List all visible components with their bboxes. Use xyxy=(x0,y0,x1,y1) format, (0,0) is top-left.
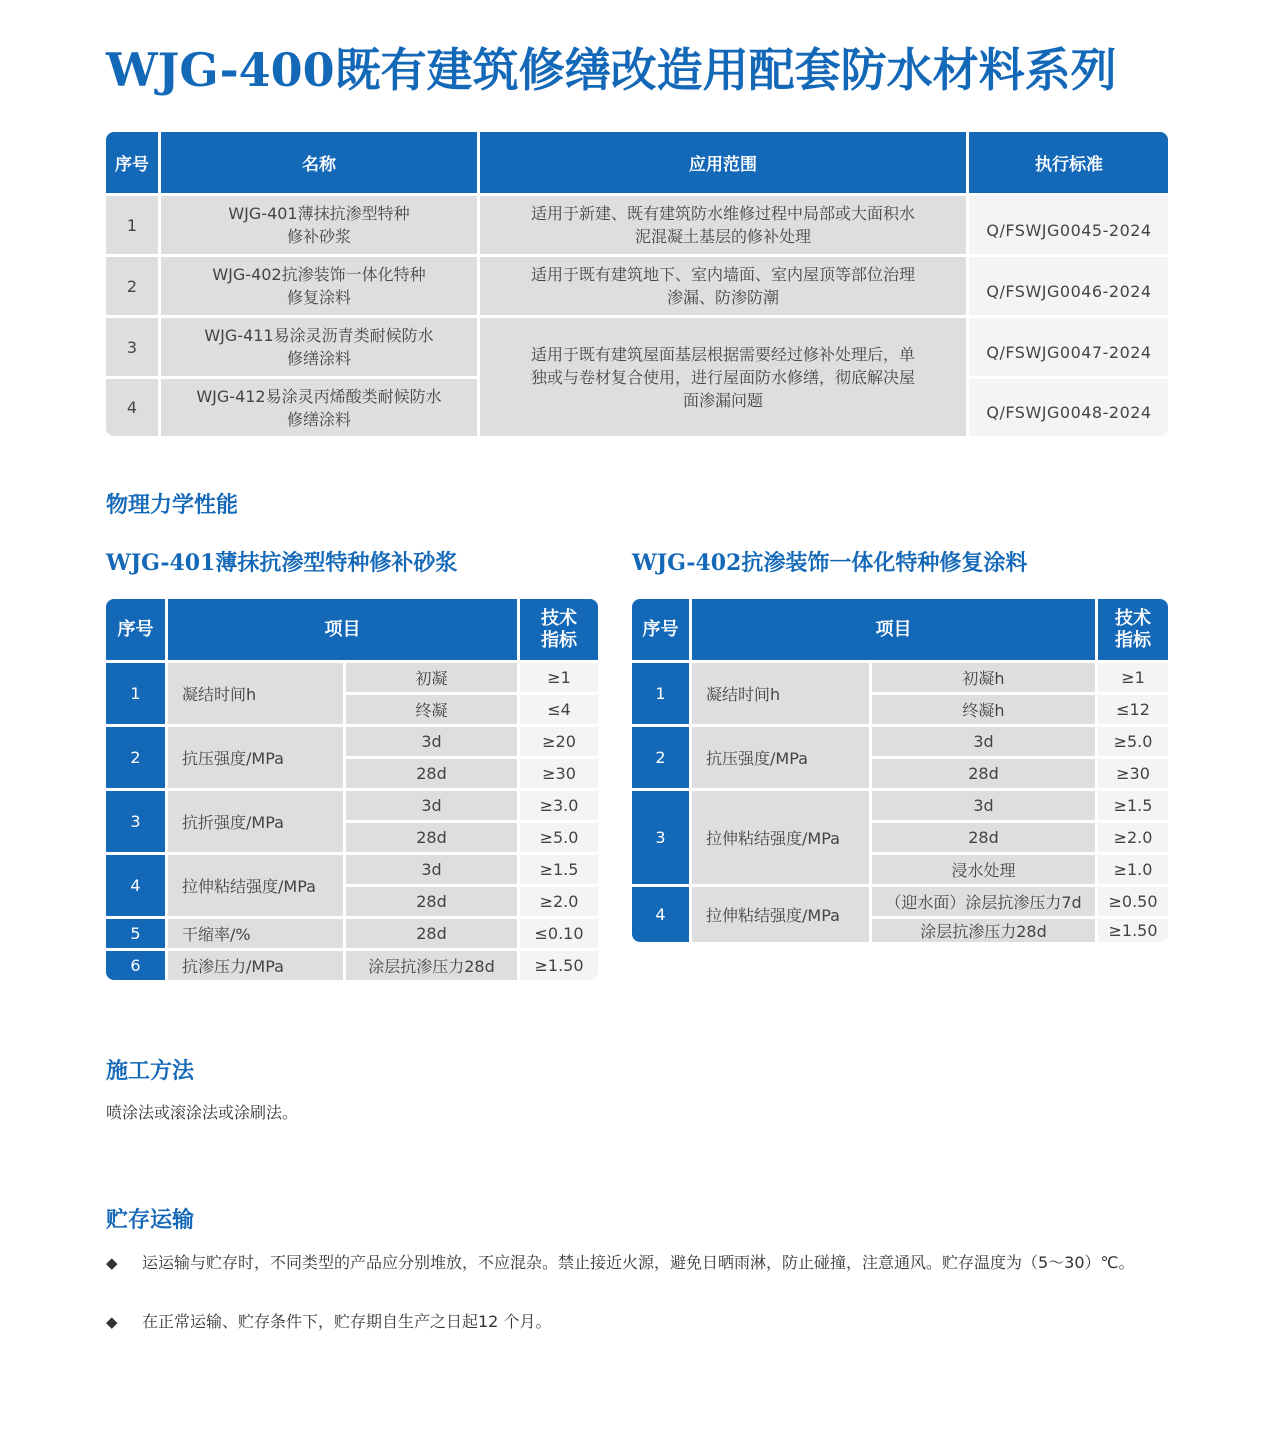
row-4-name: WJG-412易涂灵丙烯酸类耐候防水 修缮涂料 xyxy=(161,379,477,436)
row-4-no: 4 xyxy=(106,379,158,436)
spec-402-condition-cell: 3d xyxy=(872,727,1095,756)
spec-402-header-index: 技术 指标 xyxy=(1098,599,1168,660)
spec-401-header-no: 序号 xyxy=(106,599,165,660)
row-3-standard: Q/FSWJG0047-2024 xyxy=(969,318,1168,376)
spec-401-condition-cell: 3d xyxy=(346,791,517,820)
spec-402-condition-cell: 28d xyxy=(872,823,1095,852)
spec-401-value-cell: ≥1.5 xyxy=(520,855,598,884)
spec-401-value-cell: ≤4 xyxy=(520,695,598,724)
spec-402-group-1-item: 凝结时间h xyxy=(692,663,869,724)
row-1-scope: 适用于新建、既有建筑防水维修过程中局部或大面积水 泥混凝土基层的修补处理 xyxy=(480,196,966,254)
spec-401-condition-cell: 涂层抗渗压力28d xyxy=(346,951,517,980)
spec-401-condition-cell: 终凝 xyxy=(346,695,517,724)
row-1-name: WJG-401薄抹抗渗型特种 修补砂浆 xyxy=(161,196,477,254)
spec-401-group-1-item: 凝结时间h xyxy=(168,663,343,724)
spec-402-condition-cell: 终凝h xyxy=(872,695,1095,724)
spec-402-value-cell: ≥0.50 xyxy=(1098,887,1168,916)
spec-401-value-cell: ≥1 xyxy=(520,663,598,692)
spec-401-value-cell: ≥2.0 xyxy=(520,887,598,916)
spec-402-group-2-item: 抗压强度/MPa xyxy=(692,727,869,788)
spec-402-value-cell: ≤12 xyxy=(1098,695,1168,724)
spec-402-header-no: 序号 xyxy=(632,599,689,660)
spec-401-value-cell: ≥30 xyxy=(520,759,598,788)
spec-402-group-4-item: 拉伸粘结强度/MPa xyxy=(692,887,869,942)
spec-402-value-cell: ≥5.0 xyxy=(1098,727,1168,756)
spec-401-group-4-item: 拉伸粘结强度/MPa xyxy=(168,855,343,916)
spec-402-value-cell: ≥1.50 xyxy=(1098,919,1168,942)
spec-402-condition-cell: 涂层抗渗压力28d xyxy=(872,919,1095,942)
spec-402-value-cell: ≥2.0 xyxy=(1098,823,1168,852)
spec-402-condition-cell: 28d xyxy=(872,759,1095,788)
spec-401-header-item: 项目 xyxy=(168,599,517,660)
spec-401-condition-cell: 3d xyxy=(346,855,517,884)
storage-item-text: 运运输与贮存时，不同类型的产品应分别堆放，不应混杂。禁止接近火源，避免日晒雨淋，防止碰撞，注意通风。贮存温度为（5～30）℃。 xyxy=(142,1253,1135,1272)
page-title: WJG-400既有建筑修缮改造用配套防水材料系列 xyxy=(106,43,1117,97)
spec-401-group-3-no: 3 xyxy=(106,791,165,852)
spec-401-group-5-item: 干缩率/% xyxy=(168,919,343,948)
row-3-name: WJG-411易涂灵沥青类耐候防水 修缮涂料 xyxy=(161,318,477,376)
spec-401-condition-cell: 28d xyxy=(346,887,517,916)
spec-401-condition-cell: 28d xyxy=(346,919,517,948)
spec-402-group-2-no: 2 xyxy=(632,727,689,788)
row-1-no: 1 xyxy=(106,196,158,254)
physical-heading: 物理力学性能 xyxy=(106,492,239,518)
row-1-standard: Q/FSWJG0045-2024 xyxy=(969,196,1168,254)
storage-item-1 xyxy=(106,1248,1176,1278)
spec-401-condition-cell: 初凝 xyxy=(346,663,517,692)
spec-401-group-2-no: 2 xyxy=(106,727,165,788)
construction-text: 喷涂法或滚涂法或涂刷法。 xyxy=(106,1103,299,1122)
row-2-no: 2 xyxy=(106,257,158,315)
spec-left-title: WJG-401薄抹抗渗型特种修补砂浆 xyxy=(106,550,458,576)
spec-402-group-1-no: 1 xyxy=(632,663,689,724)
spec-401-group-6-no: 6 xyxy=(106,951,165,980)
spec-401-group-1-no: 1 xyxy=(106,663,165,724)
spec-401-group-4-no: 4 xyxy=(106,855,165,916)
diamond-bullet-icon: ◆ xyxy=(106,1254,118,1272)
spec-402-value-cell: ≥30 xyxy=(1098,759,1168,788)
construction-heading: 施工方法 xyxy=(106,1058,195,1084)
spec-401-header-index: 技术 指标 xyxy=(520,599,598,660)
storage-item-text: 在正常运输、贮存条件下，贮存期自生产之日起12 个月。 xyxy=(142,1312,552,1331)
spec-402-group-3-item: 拉伸粘结强度/MPa xyxy=(692,791,869,884)
spec-right-title: WJG-402抗渗装饰一体化特种修复涂料 xyxy=(632,550,1028,576)
spec-402-group-3-no: 3 xyxy=(632,791,689,884)
header-scope: 应用范围 xyxy=(480,132,966,193)
spec-401-group-5-no: 5 xyxy=(106,919,165,948)
storage-heading: 贮存运输 xyxy=(106,1207,195,1233)
spec-401-value-cell: ≥3.0 xyxy=(520,791,598,820)
header-no: 序号 xyxy=(106,132,158,193)
diamond-bullet-icon: ◆ xyxy=(106,1313,118,1331)
spec-401-condition-cell: 28d xyxy=(346,759,517,788)
spec-401-group-6-item: 抗渗压力/MPa xyxy=(168,951,343,980)
spec-402-header-item: 项目 xyxy=(692,599,1095,660)
spec-401-condition-cell: 28d xyxy=(346,823,517,852)
row-3-no: 3 xyxy=(106,318,158,376)
spec-402-condition-cell: 初凝h xyxy=(872,663,1095,692)
spec-402-condition-cell: 3d xyxy=(872,791,1095,820)
header-name: 名称 xyxy=(161,132,477,193)
header-standard: 执行标准 xyxy=(969,132,1168,193)
row-2-standard: Q/FSWJG0046-2024 xyxy=(969,257,1168,315)
spec-401-value-cell: ≤0.10 xyxy=(520,919,598,948)
spec-401-group-3-item: 抗折强度/MPa xyxy=(168,791,343,852)
spec-401-condition-cell: 3d xyxy=(346,727,517,756)
row-2-name: WJG-402抗渗装饰一体化特种 修复涂料 xyxy=(161,257,477,315)
row-3-4-scope: 适用于既有建筑屋面基层根据需要经过修补处理后，单 独或与卷材复合使用，进行屋面防水修缮，彻底解决屋 面渗漏问题 xyxy=(480,318,966,436)
spec-402-value-cell: ≥1.0 xyxy=(1098,855,1168,884)
spec-401-value-cell: ≥5.0 xyxy=(520,823,598,852)
spec-table-401 xyxy=(106,599,598,980)
spec-401-group-2-item: 抗压强度/MPa xyxy=(168,727,343,788)
row-2-scope: 适用于既有建筑地下、室内墙面、室内屋顶等部位治理 渗漏、防渗防潮 xyxy=(480,257,966,315)
storage-item-2 xyxy=(106,1307,1176,1337)
spec-401-value-cell: ≥1.50 xyxy=(520,951,598,980)
spec-402-value-cell: ≥1 xyxy=(1098,663,1168,692)
spec-402-condition-cell: （迎水面）涂层抗渗压力7d xyxy=(872,887,1095,916)
spec-table-402 xyxy=(632,599,1168,942)
spec-402-value-cell: ≥1.5 xyxy=(1098,791,1168,820)
row-4-standard: Q/FSWJG0048-2024 xyxy=(969,379,1168,436)
spec-402-group-4-no: 4 xyxy=(632,887,689,942)
spec-401-value-cell: ≥20 xyxy=(520,727,598,756)
product-table xyxy=(106,132,1168,436)
spec-402-condition-cell: 浸水处理 xyxy=(872,855,1095,884)
